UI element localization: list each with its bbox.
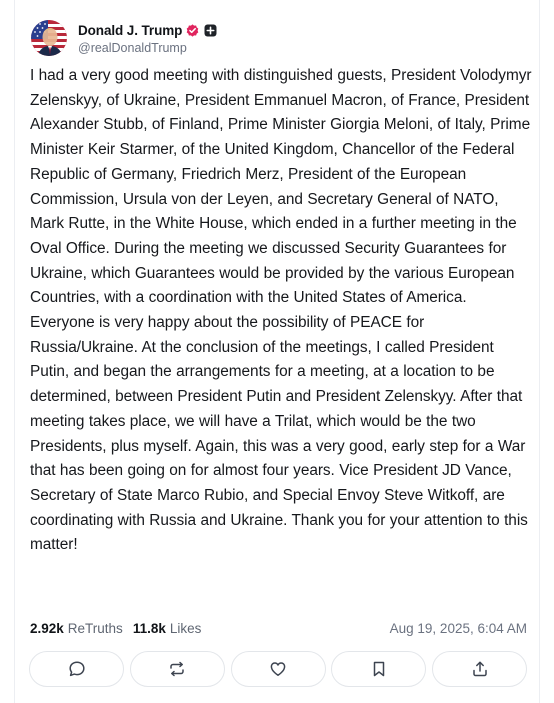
post-header (31, 18, 217, 58)
retruth-button[interactable] (130, 651, 225, 687)
repost-arrows-icon (168, 660, 186, 678)
plus-badge-icon (204, 24, 217, 37)
post-actions (29, 651, 527, 689)
share-upload-icon (471, 660, 489, 678)
likes-label[interactable]: Likes (169, 620, 202, 636)
author-name-row (78, 21, 217, 39)
bookmark-button[interactable] (331, 651, 426, 687)
post-stats (30, 617, 527, 639)
bookmark-icon (370, 660, 388, 678)
post-timestamp[interactable]: Aug 19, 2025, 6:04 AM (389, 620, 527, 636)
post-body-text: I had a very good meeting with distinguished guests, President Volodymyr Zelenskyy, of Ukraine, President Emmanuel Macron, of France, President Alexander Stubb, of Finland, Prime Minister Giorgia Meloni, of Italy, Prime Minister Keir Starmer, of the United Kingdom, Chancellor of the Federal Republic of Germany, Friedrich Merz, President of the European Commission, Ursula von der Leyen, and Secretary General of NATO, Mark Rutte, in the White House, which ended in a further meeting in the Oval Office. During the meeting we discussed Security Guarantees for Ukraine, which Guarantees would be provided by the various European Countries, with a coordination with the United States of America. Everyone is very happy about the possibility of PEACE for Russia/Ukraine. At the conclusion of the meetings, I called President Putin, and began the arrangements for a meeting, at a location to be determined, between President Putin and President Zelenskyy. After that meeting takes place, we will have a Trilat, which would be the two Presidents, plus myself. Again, this was a very good, early step for a War that has been going on for almost four years. Vice President JD Vance, Secretary of State Marco Rubio, and Special Envoy Steve Witkoff, are coordinating with Russia and Ukraine. Thank you for your attention to this matter! (30, 67, 532, 554)
author-display-name[interactable]: Donald J. Trump (78, 22, 183, 38)
share-button[interactable] (432, 651, 527, 687)
heart-icon (269, 660, 287, 678)
reply-button[interactable] (29, 651, 124, 687)
retruths-label[interactable]: ReTruths (67, 620, 123, 636)
retruths-count[interactable]: 2.92k (30, 620, 64, 636)
likes-count[interactable]: 11.8k (132, 620, 166, 636)
post-card (14, 0, 540, 703)
author-handle[interactable]: @realDonaldTrump (78, 41, 187, 55)
verified-check-icon (186, 24, 199, 37)
like-button[interactable] (231, 651, 326, 687)
comment-bubble-icon (68, 660, 86, 678)
flag-portrait-avatar-icon (31, 20, 67, 56)
avatar[interactable] (31, 20, 67, 56)
author-identity (78, 21, 217, 55)
